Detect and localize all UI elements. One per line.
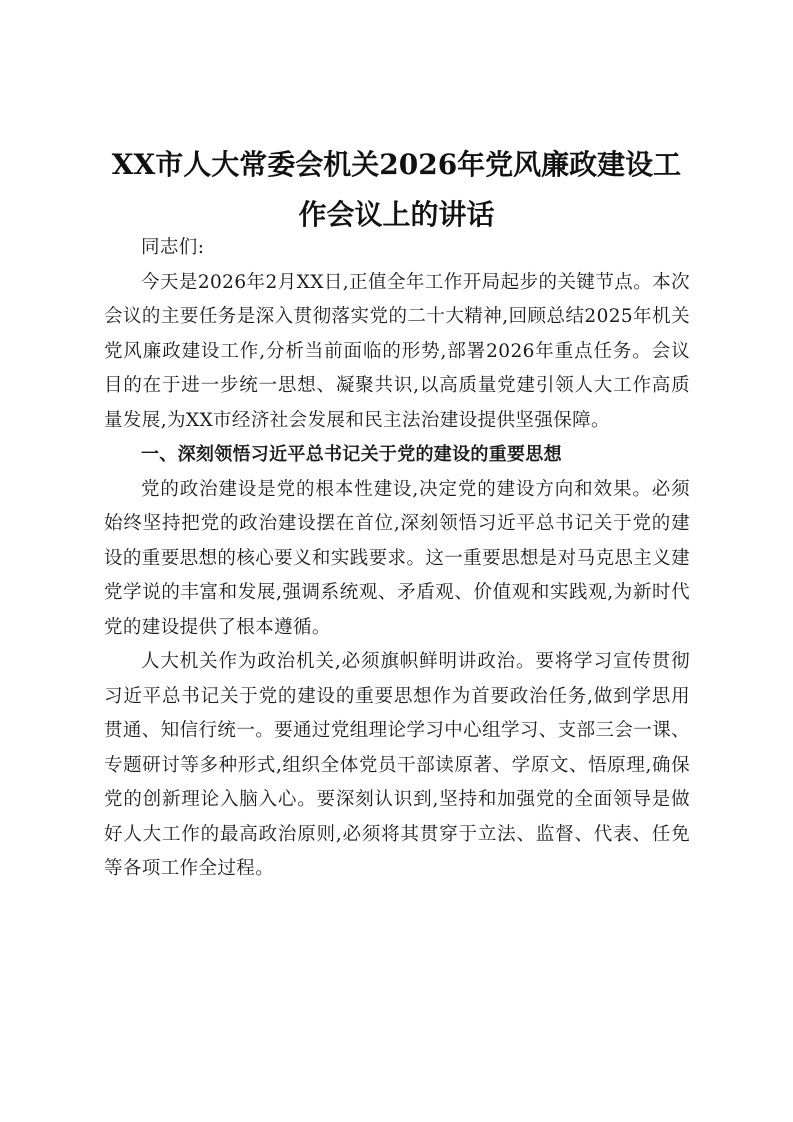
section-heading: 一、深刻领悟习近平总书记关于党的建设的重要思想 <box>141 444 562 465</box>
greeting: 同志们: <box>141 237 205 258</box>
section-paragraph: 党的政治建设是党的根本性建设,决定党的建设方向和效果。必须始终坚持把党的政治建设摆在首位,深刻领悟习近平总书记关于党的建设的重要思想的核心要义和实践要求。这一重要思想是对马克思主义建党学说的丰富和发展,强调系统观、矛盾观、价值观和实践观,为新时代党的建设提供了根本遵循。 <box>104 478 690 638</box>
document-title: XX市人大常委会机关2026年党风廉政建设工作会议上的讲话 <box>111 148 682 231</box>
section-paragraph: 人大机关作为政治机关,必须旗帜鲜明讲政治。要将学习宣传贯彻习近平总书记关于党的建设的重要思想作为首要政治任务,做到学思用贯通、知信行统一。要通过党组理论学习中心组学习、支部三会一课、专题研讨等多种形式,组织全体党员干部读原著、学原文、悟原理,确保党的创新理论入脑入心。要深刻认识到,坚持和加强党的全面领导是做好人大工作的最高政治原则,必须将其贯穿于立法、监督、代表、任免等各项工作全过程。 <box>104 651 690 879</box>
intro-paragraph: 今天是2026年2月XX日,正值全年工作开局起步的关键节点。本次会议的主要任务是深入贯彻落实党的二十大精神,回顾总结2025年机关党风廉政建设工作,分析当前面临的形势,部署2026年重点任务。会议目的在于进一步统一思想、凝聚共识,以高质量党建引领人大工作高质量发展,为XX市经济社会发展和民主法治建设提供坚强保障。 <box>104 271 690 431</box>
document-body <box>104 231 690 887</box>
